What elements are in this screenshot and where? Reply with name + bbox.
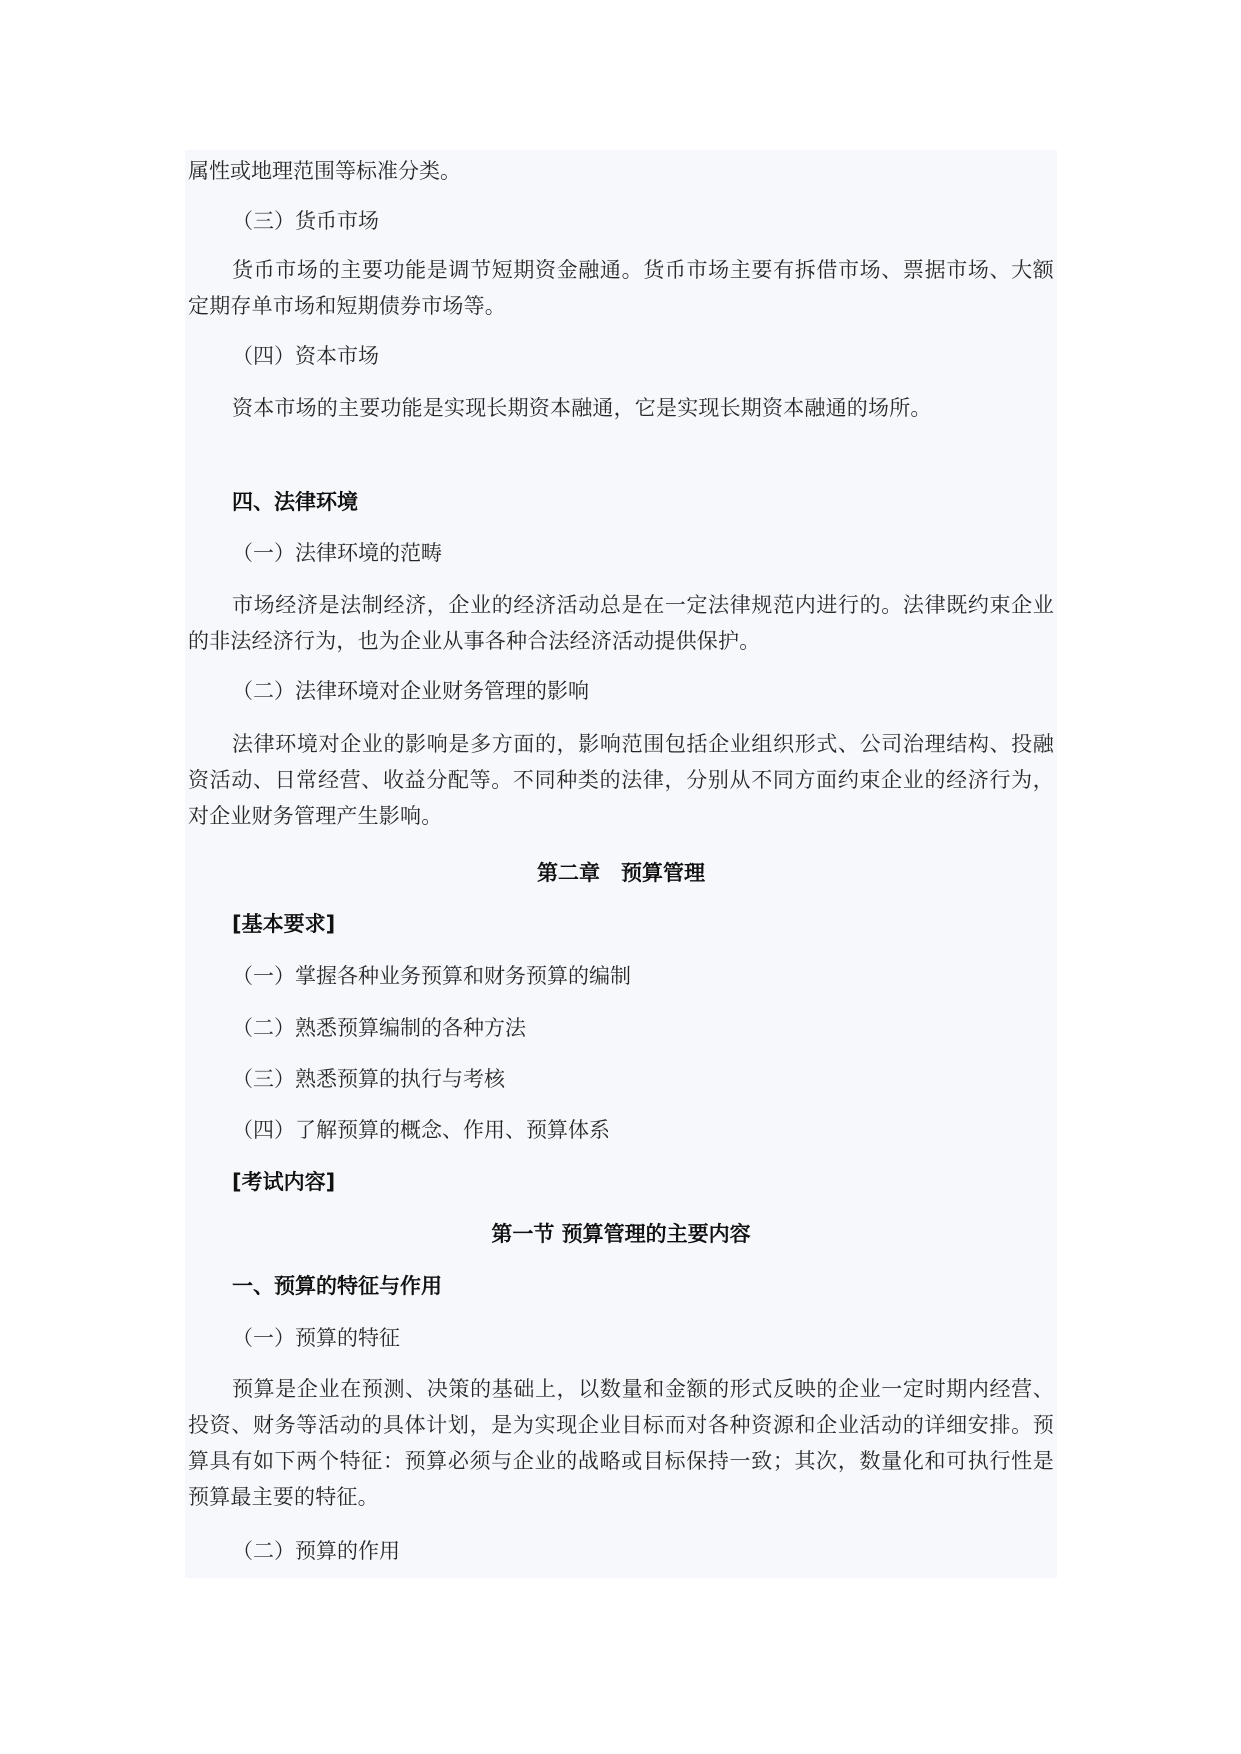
requirement-item-4: （四）了解预算的概念、作用、预算体系	[232, 1118, 610, 1142]
subheading-budget-feature: （一）预算的特征	[232, 1326, 400, 1350]
chapter-title: 第二章 预算管理	[537, 861, 705, 885]
subheading-money-market: （三）货币市场	[232, 209, 379, 233]
heading-legal-environment: 四、法律环境	[232, 490, 358, 514]
heading-budget-feature-role: 一、预算的特征与作用	[232, 1274, 442, 1298]
subheading-budget-role: （二）预算的作用	[232, 1539, 400, 1563]
exam-content-label: [考试内容]	[232, 1170, 336, 1194]
subheading-capital-market: （四）资本市场	[232, 344, 379, 368]
paragraph-legal-scope: 市场经济是法制经济，企业的经济活动总是在一定法律规范内进行的。法律既约束企业的非法经济行为，也为企业从事各种合法经济活动提供保护。	[188, 593, 1054, 653]
requirement-item-3: （三）熟悉预算的执行与考核	[232, 1067, 505, 1091]
subheading-legal-scope: （一）法律环境的范畴	[232, 541, 442, 565]
paragraph-money-market: 货币市场的主要功能是调节短期资金融通。货币市场主要有拆借市场、票据市场、大额定期存单市场和短期债券市场等。	[188, 258, 1054, 318]
paragraph-budget-feature: 预算是企业在预测、决策的基础上，以数量和金额的形式反映的企业一定时期内经营、投资、财务等活动的具体计划，是为实现企业目标而对各种资源和企业活动的详细安排。预算具有如下两个特征：预算必须与企业的战略或目标保持一致；其次，数量化和可执行性是预算最主要的特征。	[188, 1377, 1054, 1509]
requirement-item-2: （二）熟悉预算编制的各种方法	[232, 1016, 526, 1040]
paragraph-legal-impact: 法律环境对企业的影响是多方面的，影响范围包括企业组织形式、公司治理结构、投融资活动、日常经营、收益分配等。不同种类的法律，分别从不同方面约束企业的经济行为，对企业财务管理产生影响。	[188, 732, 1054, 828]
requirement-item-1: （一）掌握各种业务预算和财务预算的编制	[232, 964, 631, 988]
paragraph-tail: 属性或地理范围等标准分类。	[188, 159, 461, 183]
basic-requirements-label: [基本要求]	[232, 912, 336, 936]
subheading-legal-impact: （二）法律环境对企业财务管理的影响	[232, 679, 589, 703]
section-title: 第一节 预算管理的主要内容	[491, 1222, 751, 1246]
paragraph-capital-market: 资本市场的主要功能是实现长期资本融通，它是实现长期资本融通的场所。	[232, 396, 932, 420]
